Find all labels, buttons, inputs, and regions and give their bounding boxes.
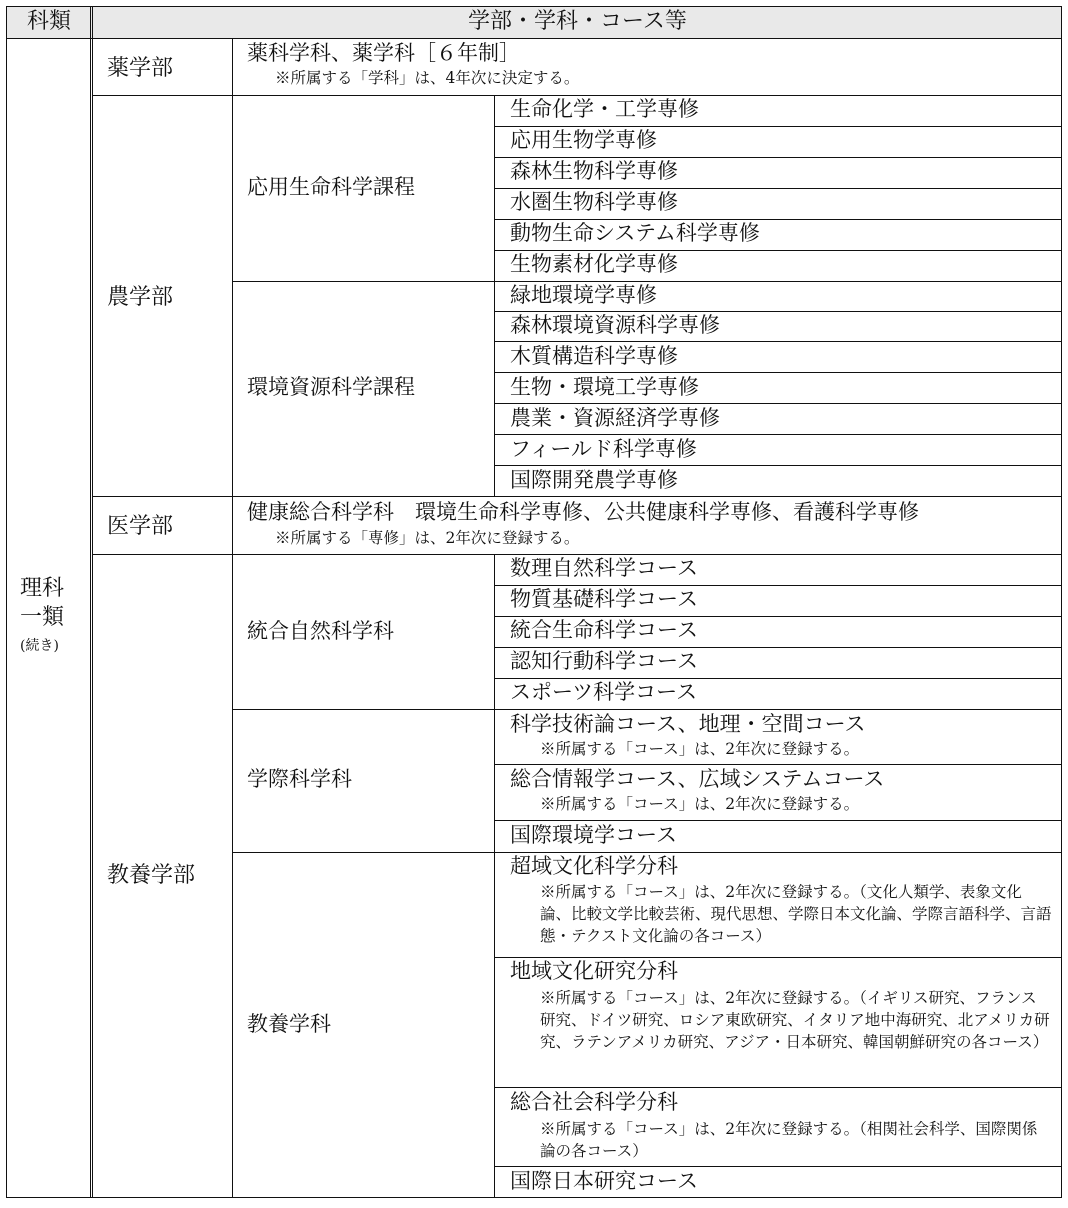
category-line2: 一類 [20, 605, 65, 630]
dept-liberal-arts: 教養学科 [247, 1012, 331, 1036]
major-item: 水圏生物科学専修 [510, 190, 678, 214]
program-environmental-resource-science: 環境資源科学課程 [247, 375, 415, 399]
course-item: 国際環境学コース [510, 823, 677, 847]
program-applied-life-science: 応用生命科学課程 [247, 175, 415, 199]
division-note: ※所属する「コース」は、2年次に登録する。（文化人類学、表象文化論、比較文学比較芸術、現代思想、学際日本文化論、学際言語科学、言語態・テクスト文化論の各コース） [540, 883, 1052, 945]
course-group: 総合情報学コース、広域システムコース [510, 767, 885, 791]
major-item: フィールド科学専修 [510, 437, 697, 461]
medicine-note: ※所属する「専修」は、2年次に登録する。 [275, 529, 580, 547]
header-category: 科類 [27, 9, 72, 34]
faculty-pharmacy: 薬学部 [107, 56, 174, 81]
faculty-medicine: 医学部 [107, 514, 174, 539]
division-item: 総合社会科学分科 [510, 1090, 678, 1114]
pharmacy-note: ※所属する「学科」は、4年次に決定する。 [275, 69, 580, 87]
pharmacy-dept: 薬科学科、薬学科［６年制］ [247, 41, 520, 65]
faculty-arts-sciences: 教養学部 [107, 863, 196, 888]
major-item: 緑地環境学専修 [510, 283, 657, 307]
dept-interdisciplinary-sciences: 学際科学科 [247, 767, 352, 791]
division-note: ※所属する「コース」は、2年次に登録する。（イギリス研究、フランス研究、ドイツ研究、ロシア東欧研究、イタリア地中海研究、北アメリカ研究、ラテンアメリカ研究、アジア・日本研究、韓国朝鮮研究の各コース） [540, 989, 1050, 1051]
header-faculty-dept-course: 学部・学科・コース等 [468, 9, 687, 34]
course-group-note: ※所属する「コース」は、2年次に登録する。 [540, 740, 860, 758]
major-item: 森林環境資源科学専修 [510, 313, 720, 337]
major-item: 生物・環境工学専修 [510, 375, 699, 399]
category-line3: (続き) [20, 638, 59, 654]
division-note: ※所属する「コース」は、2年次に登録する。（相関社会科学、国際関係論の各コース） [540, 1120, 1038, 1160]
course-item: 物質基礎科学コース [510, 587, 698, 611]
division-item: 地域文化研究分科 [510, 959, 678, 983]
course-item: 統合生命科学コース [510, 618, 698, 642]
major-item: 木質構造科学専修 [510, 344, 678, 368]
dept-integrated-natural-sciences: 統合自然科学科 [247, 619, 394, 643]
course-group-note: ※所属する「コース」は、2年次に登録する。 [540, 795, 860, 813]
major-item: 国際開発農学専修 [510, 468, 678, 492]
division-item: 超域文化科学分科 [510, 854, 678, 878]
course-item: 数理自然科学コース [510, 556, 698, 580]
major-item: 生命化学・工学専修 [510, 97, 699, 121]
major-item: 応用生物学専修 [510, 128, 657, 152]
major-item: 生物素材化学専修 [510, 252, 678, 276]
faculty-agriculture: 農学部 [107, 285, 174, 310]
category-line1: 理科 [20, 576, 65, 601]
medicine-dept: 健康総合科学科 環境生命科学専修、公共健康科学専修、看護科学専修 [247, 500, 919, 524]
major-item: 森林生物科学専修 [510, 159, 678, 183]
course-item: 認知行動科学コース [510, 649, 698, 673]
major-item: 農業・資源経済学専修 [510, 406, 720, 430]
course-item: スポーツ科学コース [510, 680, 698, 704]
course-group: 科学技術論コース、地理・空間コース [510, 712, 866, 736]
course-item: 国際日本研究コース [510, 1169, 698, 1193]
major-item: 動物生命システム科学専修 [510, 221, 760, 245]
